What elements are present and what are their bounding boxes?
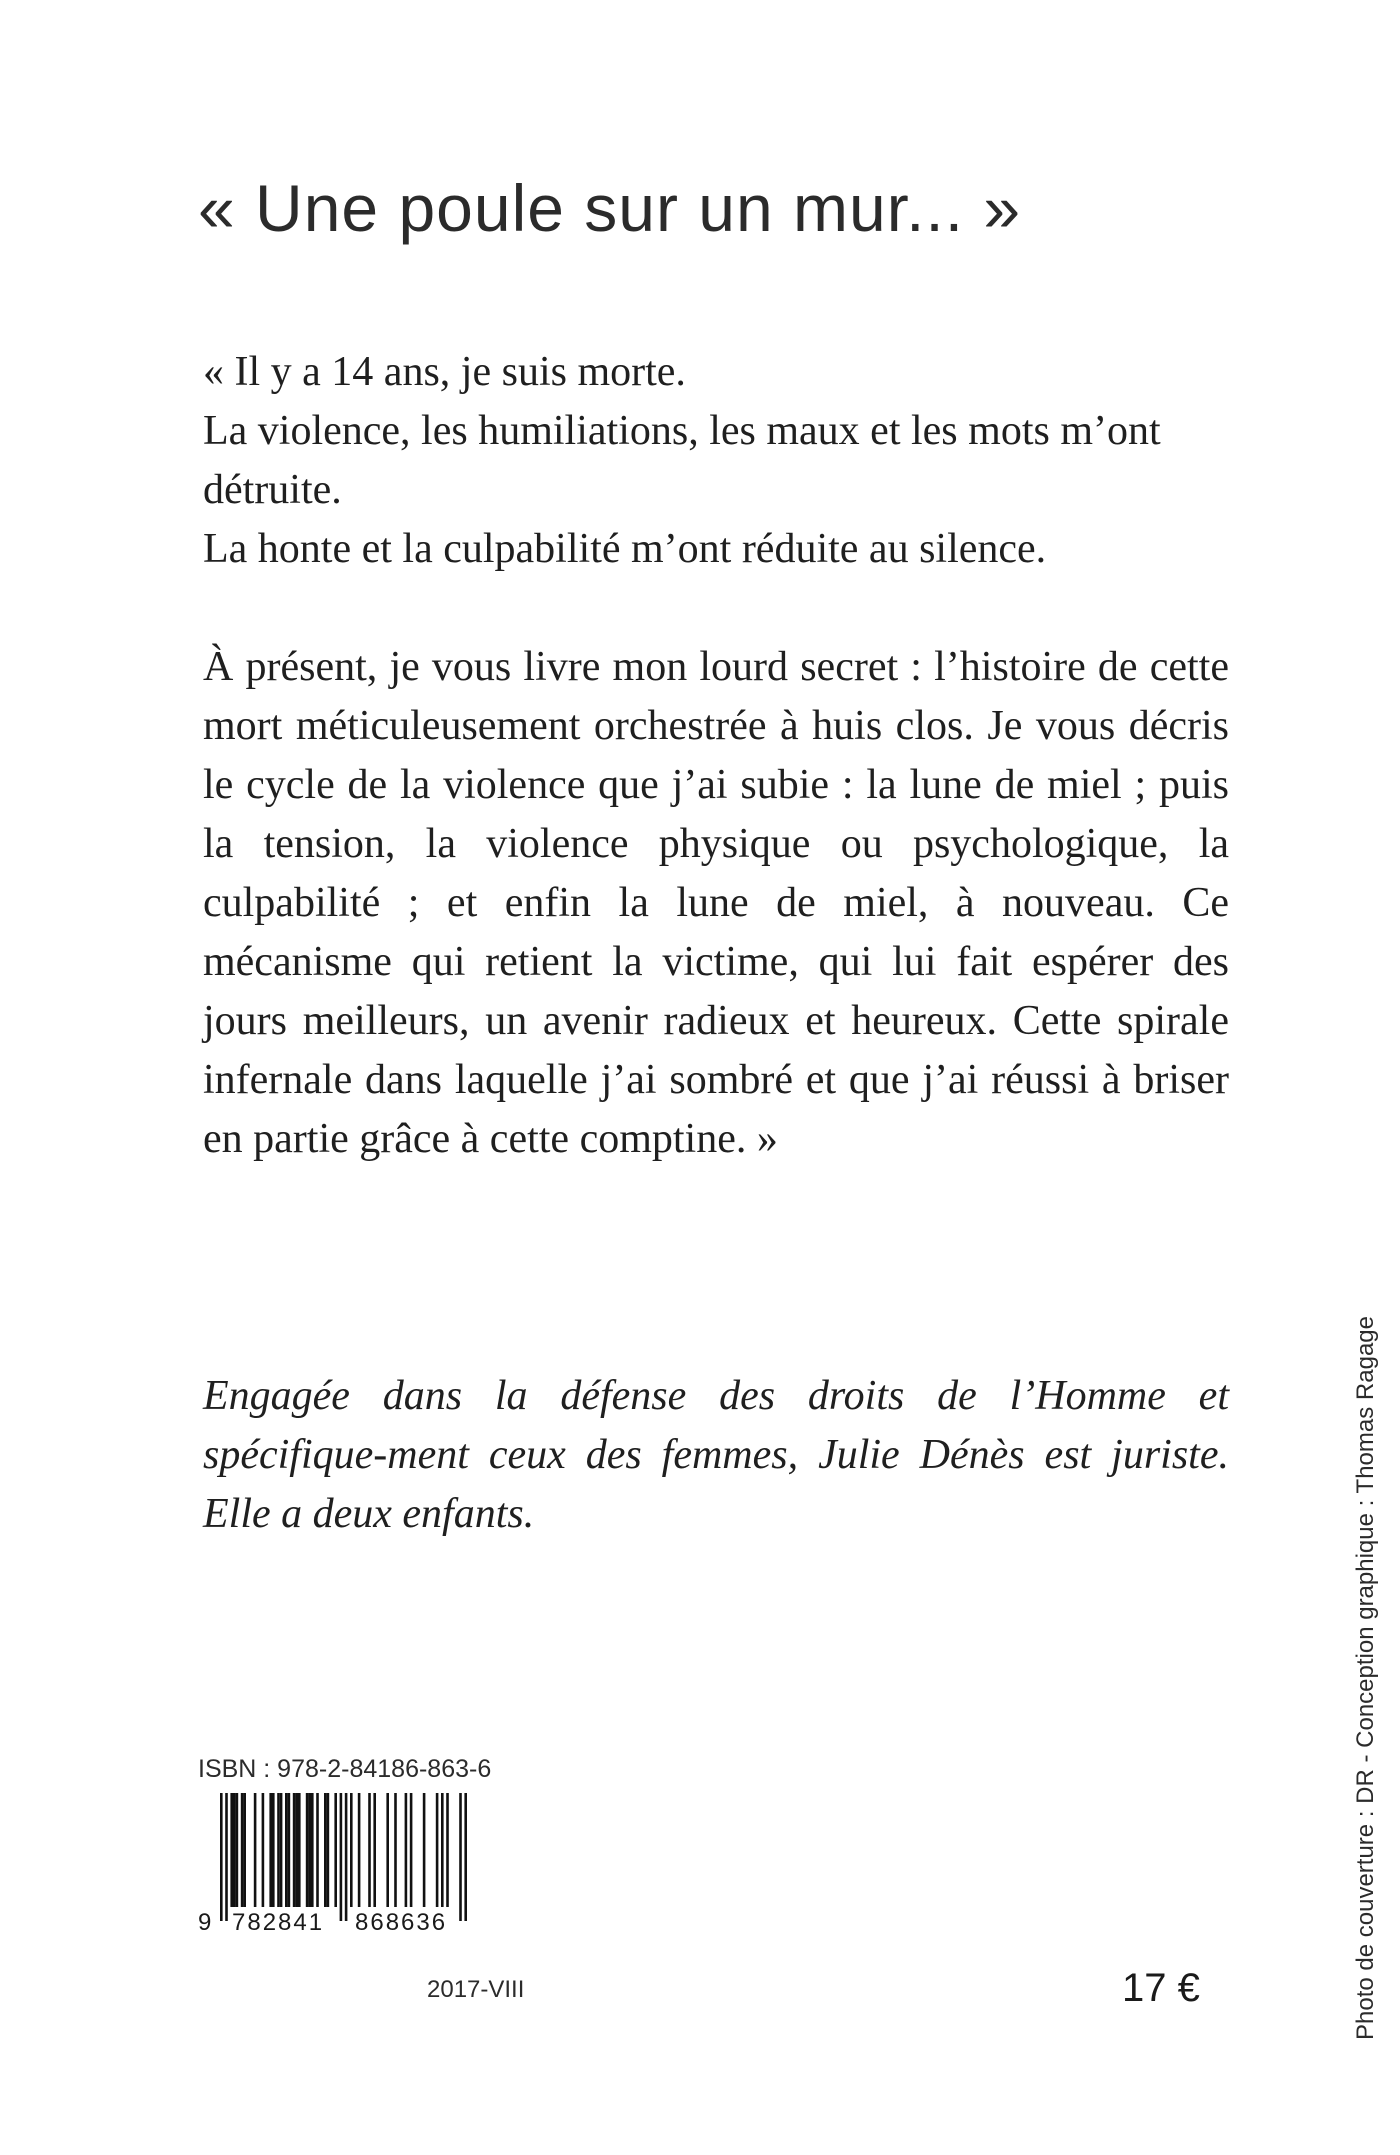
- barcode: [198, 1793, 498, 1943]
- barcode-bar: [410, 1793, 413, 1907]
- quote-line-1: « Il y a 14 ans, je suis morte.: [203, 349, 686, 395]
- print-code: 2017-VIII: [427, 1976, 525, 2003]
- barcode-bar: [236, 1793, 239, 1907]
- barcode-bar: [436, 1793, 439, 1907]
- barcode-bar: [306, 1793, 309, 1907]
- price: 17 €: [1122, 1966, 1200, 2010]
- barcode-bar: [423, 1793, 426, 1907]
- barcode-bar: [327, 1793, 330, 1907]
- barcode-bar: [272, 1793, 275, 1907]
- author-bio: Engagée dans la défense des droits de l’Homme et spécifique-ment ceux des femmes, Julie Dénès est juriste. Elle a deux enfants.: [203, 1373, 1229, 1537]
- barcode-bar: [285, 1793, 288, 1907]
- barcode-bar: [446, 1793, 449, 1907]
- barcode-digit-first: 9: [198, 1909, 212, 1936]
- barcode-bar: [220, 1793, 223, 1921]
- barcode-bar: [254, 1793, 257, 1907]
- barcode-bar: [230, 1793, 233, 1907]
- barcode-bar: [386, 1793, 389, 1907]
- quote-line-3: La honte et la culpabilité m’ont réduite au silence.: [203, 526, 1047, 572]
- barcode-bar: [316, 1793, 319, 1907]
- barcode-bar: [340, 1793, 343, 1921]
- barcode-bar: [225, 1793, 228, 1921]
- barcode-bar: [298, 1793, 301, 1907]
- barcode-bar: [368, 1793, 371, 1907]
- barcode-bar: [405, 1793, 408, 1907]
- barcode-bar: [441, 1793, 444, 1907]
- barcode-bar: [350, 1793, 353, 1907]
- barcode-bar: [358, 1793, 361, 1907]
- barcode-bar: [324, 1793, 327, 1907]
- barcode-bar: [277, 1793, 280, 1907]
- barcode-bar: [241, 1793, 244, 1907]
- barcode-bar: [243, 1793, 246, 1907]
- barcode-digits-left: 782841: [232, 1909, 325, 1936]
- barcode-digits-right: 868636: [355, 1909, 448, 1936]
- book-title: « Une poule sur un mur... »: [198, 171, 1022, 245]
- paragraph-gap: [203, 579, 1229, 638]
- barcode-bar: [345, 1793, 348, 1921]
- quote-paragraph: À présent, je vous livre mon lourd secret : l’histoire de cette mort méticuleusement orchestrée à huis clos. Je vous décris le cycle de la violence que j’ai subie : la lune de miel ; puis la tension, la violence physique ou psychologique, la culpabilité ; et enfin la lune de miel, à nouveau. Ce mécanisme qui retient la victime, qui lui fait espérer des jours meilleurs, un avenir radieux et heureux. Cette spirale infernale dans laquelle j’ai sombré et que j’ai réussi à briser en partie grâce à cette comptine. »: [203, 644, 1229, 1162]
- barcode-bar: [269, 1793, 272, 1907]
- isbn-label: ISBN : 978-2-84186-863-6: [198, 1755, 492, 1783]
- barcode-bar: [464, 1793, 467, 1921]
- barcode-bar: [262, 1793, 265, 1907]
- cover-credits: Photo de couverture : DR - Conception graphique : Thomas Ragage: [1352, 1316, 1379, 2040]
- barcode-bar: [308, 1793, 311, 1907]
- barcode-bar: [288, 1793, 291, 1907]
- barcode-bar: [293, 1793, 296, 1907]
- barcode-bar: [295, 1793, 298, 1907]
- barcode-bar: [233, 1793, 236, 1907]
- barcode-bar: [373, 1793, 376, 1907]
- barcode-bar: [311, 1793, 314, 1907]
- barcode-bar: [280, 1793, 283, 1907]
- back-cover-quote: [203, 343, 1229, 1169]
- barcode-bar: [334, 1793, 337, 1907]
- barcode-bar: [394, 1793, 397, 1907]
- quote-line-2: La violence, les humiliations, les maux et les mots m’ont détruite.: [203, 408, 1161, 513]
- barcode-bar: [459, 1793, 462, 1921]
